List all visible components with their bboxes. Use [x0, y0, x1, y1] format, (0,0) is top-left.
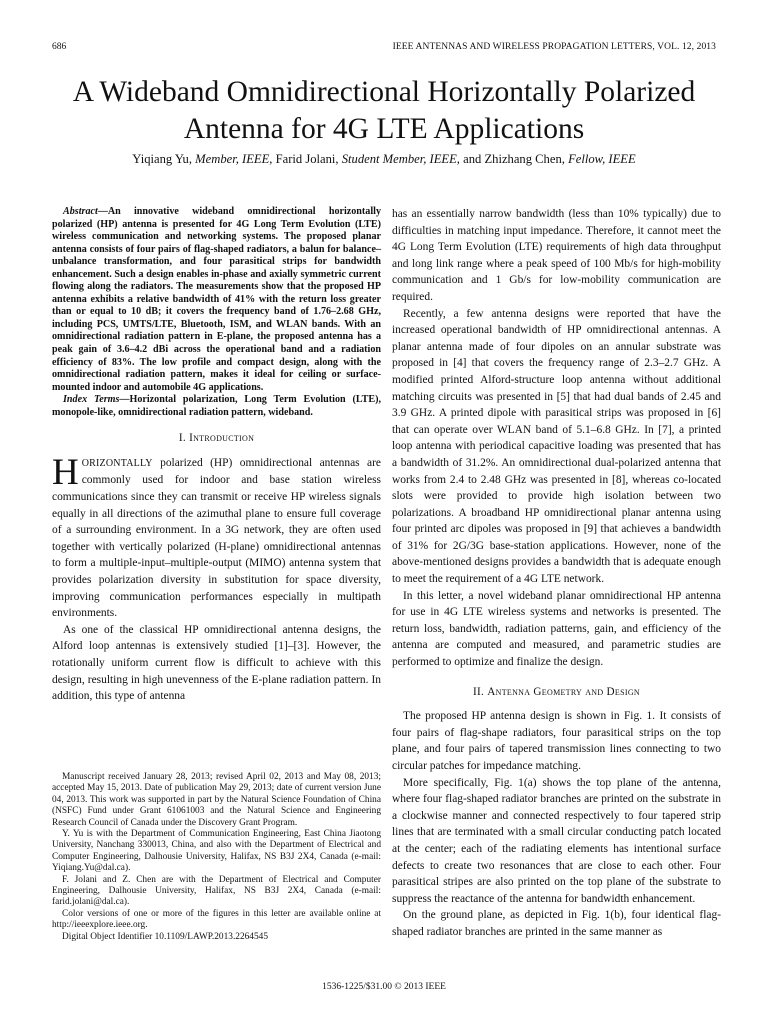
- section-1-title: Introduction: [189, 432, 255, 445]
- author-1-role: Member, IEEE,: [195, 152, 273, 166]
- section-2-title: Antenna Geometry and Design: [487, 685, 640, 698]
- index-terms-text: —Horizontal polarization, Long Term Evolution (LTE), monopole-like, omnidirectional radiation pattern, wideband.: [52, 394, 381, 418]
- intro-lead-word: ORIZONTALLY: [81, 457, 153, 469]
- author-2-role: Student Member, IEEE,: [341, 152, 460, 166]
- index-terms-label: Index Terms: [63, 394, 120, 406]
- right-paragraph-2: Recently, a few antenna designs were reported that have the increased operational bandwidth of HP omnidirectional antennas. A planar antenna made of four dipoles on an annular substrate was proposed in [4] that covers the frequency range of 2.3–2.7 GHz. A modified printed Alford-structure loop antenna without additional matching circuits was presented in [5] that had dual bands of 2.45 and 3.9 GHz. A printed dipole with parasitical strips was proposed in [6] that can operate over WLAN band of 5.1–6.8 GHz. In [7], a printed loop antenna with periodical capacitive loading was presented that has a bandwidth of 31.2%. An omnidirectional dual-polarized antenna that works from 2.4 to 2.48 GHz was presented in [8], whereas co-located slots were provided to provide high isolation between two polarizations. A broadband HP omnidirectional planar antenna using four printed arc dipoles was proposed in [9] that achieves a bandwidth of 31% for 2G/3G base-station applications. However, none of the above-mentioned designs provides a bandwidth that is adequate enough to meet the requirement of a 4G LTE network.: [392, 307, 721, 586]
- right-paragraph-3: In this letter, a novel wideband planar omnidirectional HP antenna for use in 4G LTE wireless systems and networks is presented. The return loss, bandwidth, radiation patterns, gain, and efficiency of the antenna are computed and measured, and parametric studies are performed to optimize and finalize the design.: [392, 589, 721, 669]
- copyright-footer: 1536-1225/$31.00 © 2013 IEEE: [322, 982, 446, 992]
- left-column: [52, 206, 381, 705]
- right-paragraph-5: More specifically, Fig. 1(a) shows the top plane of the antenna, where four flag-shaped radiator branches are printed on the substrate in a clockwise manner and connected respectively to four tapered strip lines that are terminated with a small circular conducting patch located at the center; each of the radiating elements has intentional surface defects to create two resonances that are close to each other. Four parasitical stripes are also printed on the top plane of the substrate to suppress the reactance of the antenna for bandwidth enhancement.: [392, 776, 721, 905]
- right-paragraph-6: On the ground plane, as depicted in Fig. 1(b), four identical flag-shaped radiator branches are printed in the same manner as: [392, 909, 721, 938]
- title-line-2: Antenna for 4G LTE Applications: [183, 113, 585, 145]
- footnotes: [52, 772, 381, 943]
- page-number: 686: [52, 42, 67, 52]
- author-2-name: Farid Jolani,: [275, 152, 339, 166]
- paper-title: [40, 74, 728, 148]
- footnote-manuscript: Manuscript received January 28, 2013; revised April 02, 2013 and May 08, 2013; accepted May 15, 2013. Date of publication May 29, 2013; date of current version June 04, 2013. This work was supported in part by the Natural Science Foundation of China (NSFC) Fund under Grant 61061003 and the Natural Science and Engineering Research Council of Canada under the Discovery Grant Program.: [52, 772, 381, 828]
- intro-paragraph-2: As one of the classical HP omnidirectional antenna designs, the Alford loop antennas is extensively studied [1]–[3]. However, the rotationally uniform current flow is difficult to achieve with this design, resulting in high unevenness of the E-plane radiation pattern. In addition, this type of antenna: [52, 623, 381, 703]
- author-3-role: Fellow, IEEE: [568, 152, 636, 166]
- abstract-text: —An innovative wideband omnidirectional horizontally polarized (HP) antenna is presented for 4G Long Term Evolution (LTE) wireless communication and networking systems. The proposed planar antenna consists of four pairs of flag-shaped radiators, a balun for balance–unbalance transformation, and four parasitical strips for bandwidth enhancement. Such a design enables in-phase and axially symmetric current flowing along the radiators. The measurements show that the proposed HP antenna exhibits a relative bandwidth of 41% with the return loss greater than or equal to 10 dB; it covers the frequency band of 1.76–2.68 GHz, including PCS, UMTS/LTE, Bluetooth, ISM, and WLAN bands. With an omnidirectional radiation pattern in E-plane, the proposed antenna has a peak gain of 3.6–4.2 dBi across the operational band and a radiation efficiency of 83%. The low profile and compact design, along with the omnidirectional radiation pattern, makes it ideal for ceiling or surface-mounted indoor and automobile 4G applications.: [52, 206, 381, 393]
- right-paragraph-1: has an essentially narrow bandwidth (less than 10% typically) due to difficulties in matching input impedance. Therefore, it cannot meet the 4G Long Term Evolution (LTE) requirements of high data throughput and long link range where a peak speed of 100 Mb/s for high-mobility communication and 1 Gb/s for low-mobility communication are required.: [392, 208, 721, 303]
- author-list: [40, 152, 728, 167]
- section-heading-introduction: [52, 430, 381, 447]
- title-line-1: A Wideband Omnidirectional Horizontally Polarized: [72, 76, 696, 108]
- footnote-doi: Digital Object Identifier 10.1109/LAWP.2013.2264545: [62, 931, 268, 942]
- section-1-numeral: I.: [178, 432, 186, 445]
- author-1-name: Yiqiang Yu,: [132, 152, 192, 166]
- intro-paragraph-1: [52, 451, 381, 622]
- section-2-numeral: II.: [473, 685, 485, 698]
- right-paragraph-4: The proposed HP antenna design is shown in Fig. 1. It consists of four pairs of flag-shape radiators, four parasitical strips on the top plane, and four pairs of tapered transmission lines connecting to two circular patches for impedance matching.: [392, 710, 721, 772]
- intro-paragraph-1-text: polarized (HP) omnidirectional antennas are commonly used for indoor and base station wireless communications since they can transmit or receive HP wireless signals equally in all directions of the azimuthal plane to ensure full coverage of a surrounding environment. In a 3G network, they are often used together with vertically polarized (H-plane) omnidirectional antennas to form a multiple-input–multiple-output (MIMO) antenna system that provides polarization diversity in substitution for space diversity, improving communication performances especially in multipath environments.: [52, 456, 381, 620]
- author-connector: and: [463, 152, 482, 166]
- footnote-author-yu: Y. Yu is with the Department of Communication Engineering, East China Jiaotong University, Nanchang 330013, China, and also with the Department of Electrical and Computer Engineering, Dalhousie University, Halifax, NS B3J 2X4, Canada (e-mail: Yiqiang.Yu@dal.ca).: [52, 829, 381, 874]
- abstract-label: Abstract: [63, 206, 98, 217]
- author-3-name: Zhizhang Chen,: [484, 152, 565, 166]
- index-terms: [52, 394, 381, 419]
- footnote-color-versions: Color versions of one or more of the figures in this letter are available online at http://ieeexplore.ieee.org.: [52, 908, 381, 931]
- right-column: [392, 206, 721, 941]
- section-heading-geometry: [392, 684, 721, 701]
- footnote-authors-jolani-chen: F. Jolani and Z. Chen are with the Department of Electrical and Computer Engineering, Dalhousie University, Halifax, NS B3J 2X4, Canada (e-mail: farid.jolani@dal.ca).: [52, 874, 381, 908]
- abstract: [52, 206, 381, 394]
- journal-header: IEEE ANTENNAS AND WIRELESS PROPAGATION LETTERS, VOL. 12, 2013: [392, 42, 716, 52]
- drop-cap: H: [52, 451, 79, 493]
